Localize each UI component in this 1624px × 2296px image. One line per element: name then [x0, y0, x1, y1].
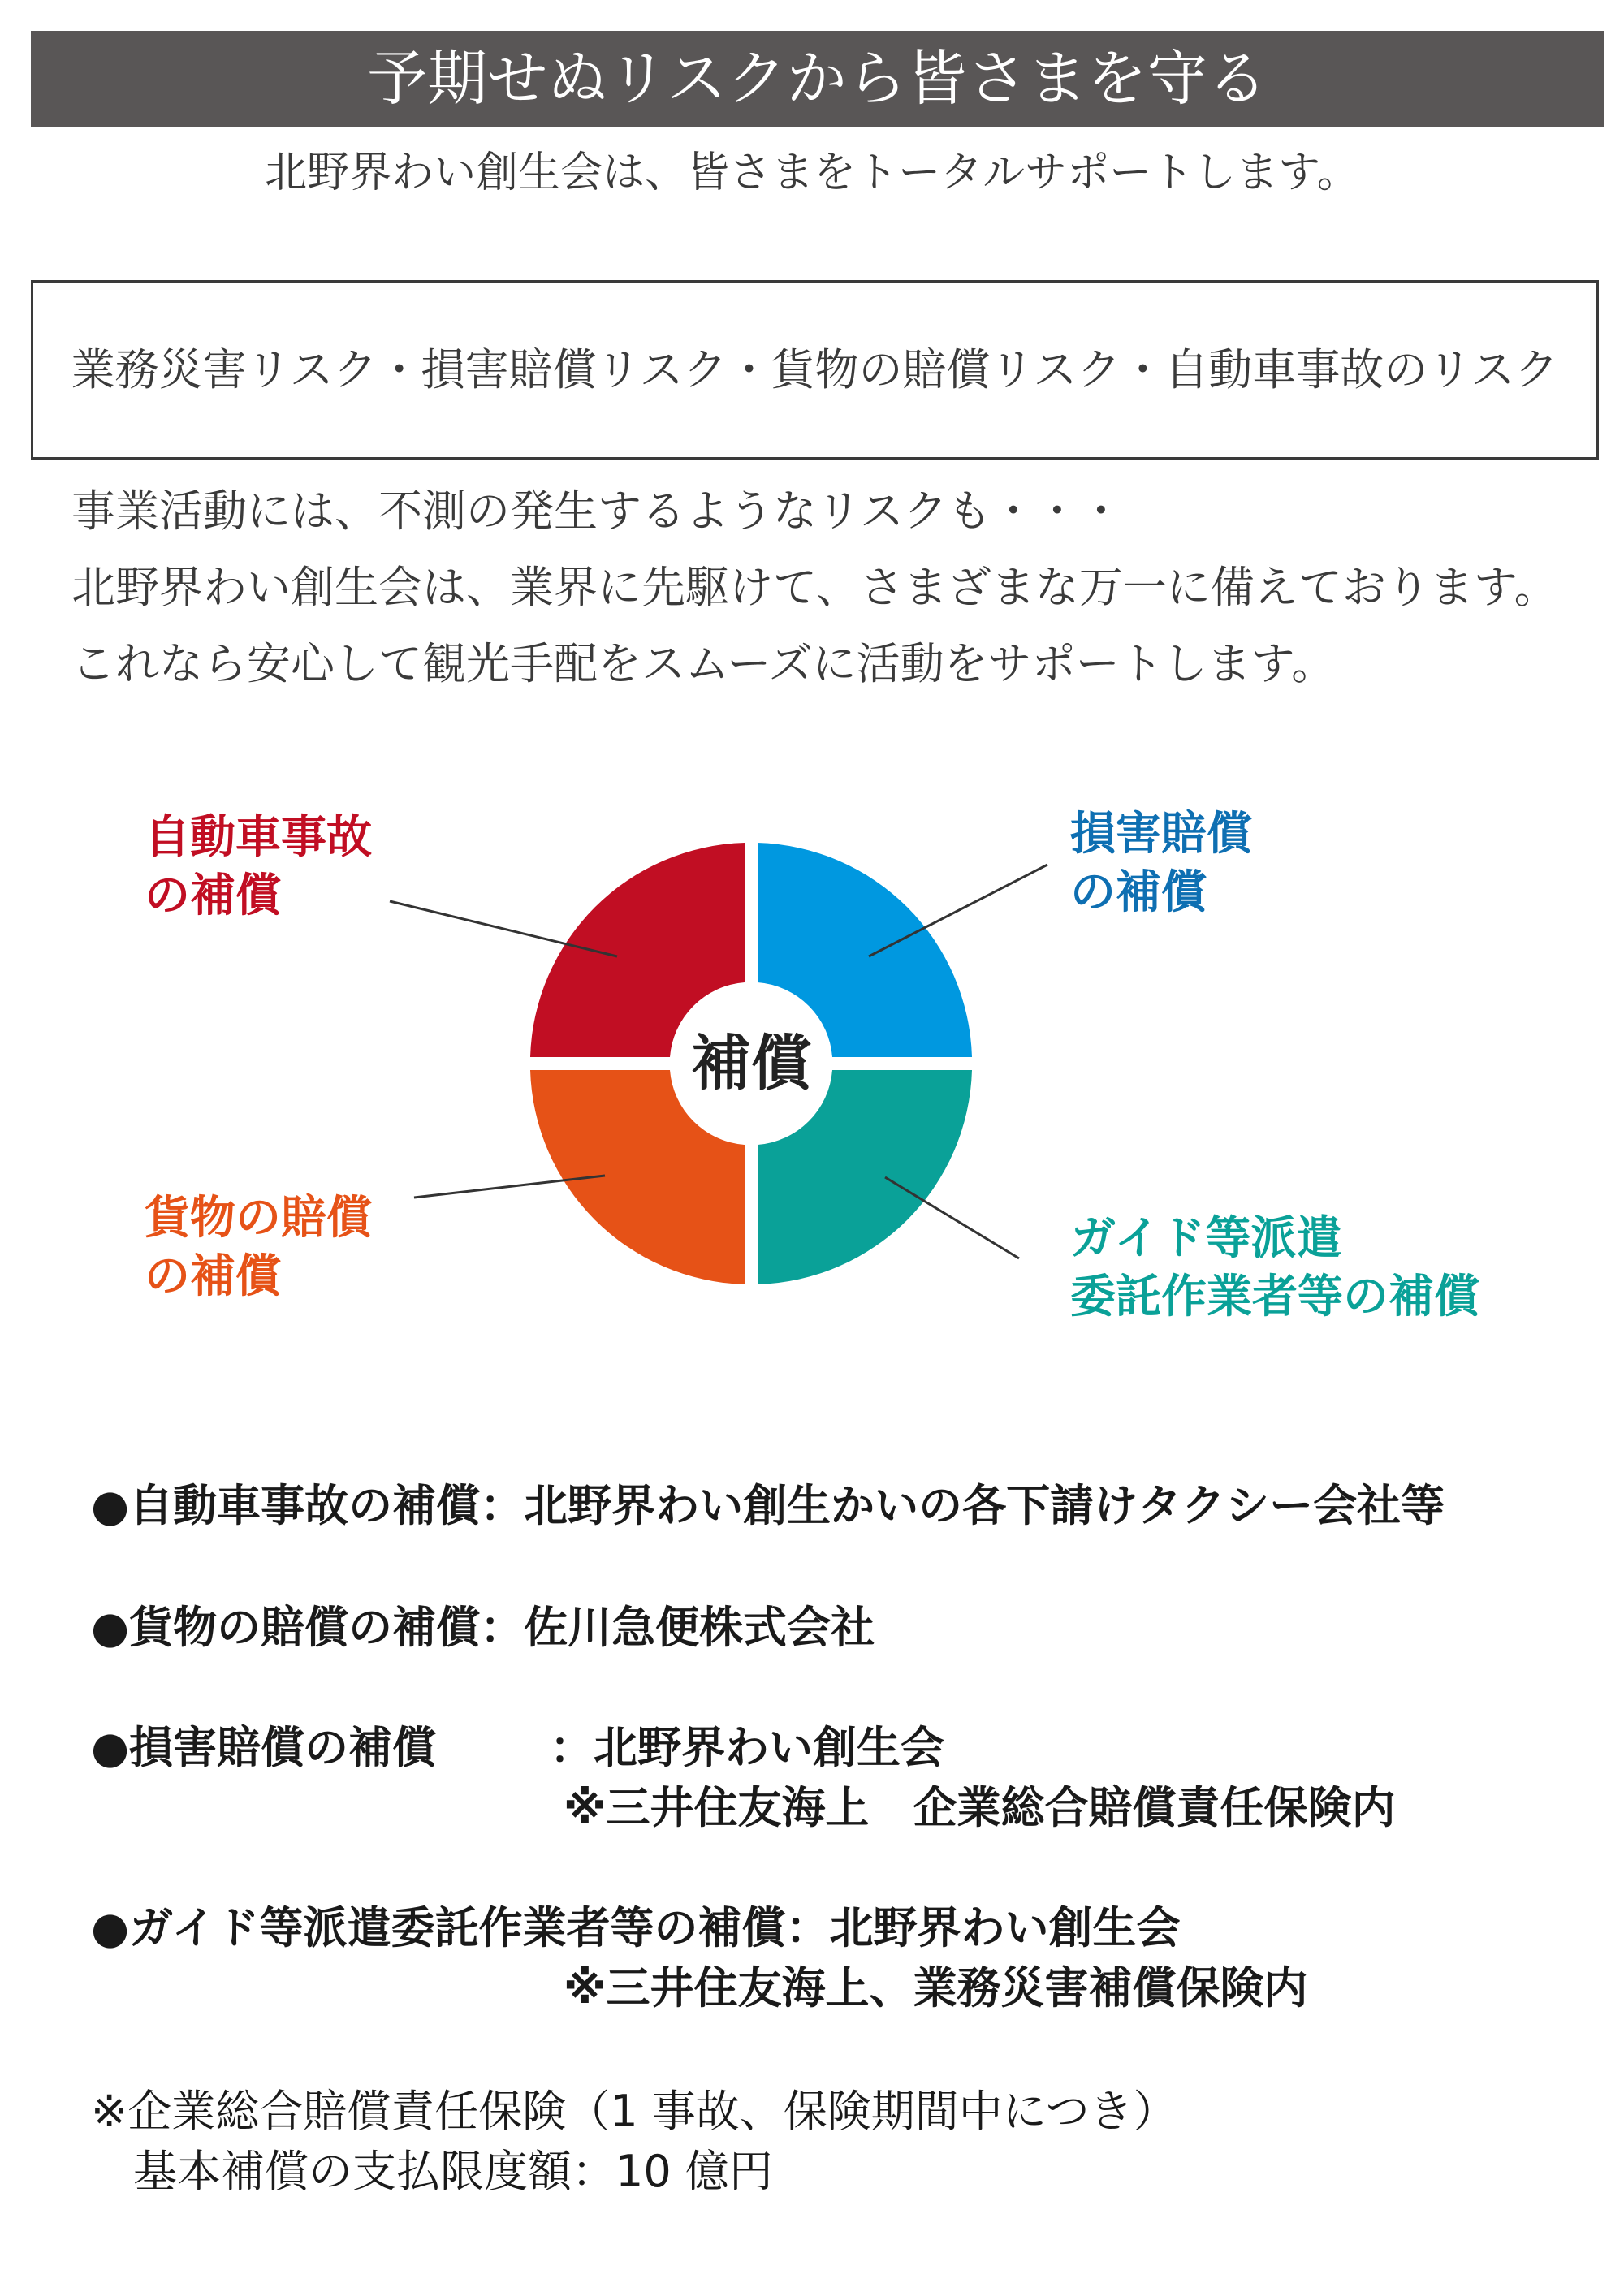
- intro-line: これなら安心して観光手配をスムーズに活動をサポートします。: [71, 638, 1336, 689]
- label-guide: [1070, 1210, 1479, 1327]
- detail-damage-label: ●損害賠償の補償: [91, 1722, 437, 1773]
- footnote-limit: 基本補償の支払限度額：10 億円: [133, 2146, 773, 2197]
- label-damage-line1: 損害賠償: [1070, 808, 1252, 861]
- label-cargo-line2: の補償: [145, 1250, 281, 1303]
- detail-guide-note: ※三井住友海上、業務災害補償保険内: [564, 1962, 1308, 2013]
- label-cargo-line1: 貨物の賠償: [145, 1192, 372, 1245]
- page-subtitle: 北野界わい創生会は、皆さまをトータルサポートします。: [265, 149, 1359, 197]
- label-damage-line2: の補償: [1070, 866, 1207, 919]
- detail-cargo: ●貨物の賠償の補償：佐川急便株式会社: [91, 1602, 875, 1653]
- risk-types-box: 業務災害リスク・損害賠償リスク・貨物の賠償リスク・自動車事故のリスク: [31, 280, 1599, 460]
- label-auto: [145, 809, 372, 926]
- detail-auto: ●自動車事故の補償：北野界わい創生かいの各下請けタクシー会社等: [91, 1480, 1445, 1531]
- detail-guide: ●ガイド等派遣委託作業者等の補償：北野界わい創生会: [91, 1902, 1181, 1953]
- intro-line: 北野界わい創生会は、業界に先駆けて、さまざまな万一に備えております。: [71, 562, 1558, 613]
- intro-line: 事業活動には、不測の発生するようなリスクも・・・: [71, 486, 1123, 537]
- intro-text: [71, 479, 1558, 708]
- label-guide-line2: 委託作業者等の補償: [1070, 1271, 1479, 1323]
- page-title: 予期せぬリスクから皆さまを守る: [31, 31, 1604, 127]
- label-guide-line1: ガイド等派遣: [1070, 1212, 1342, 1265]
- footnote-insurance: ※企業総合賠償責任保険（1 事故、保険期間中につき）: [91, 2086, 1177, 2137]
- detail-damage-note: ※三井住友海上 企業総合賠償責任保険内: [564, 1782, 1396, 1833]
- label-auto-line1: 自動車事故: [145, 811, 372, 864]
- label-damage: [1070, 805, 1252, 922]
- label-cargo: [145, 1189, 372, 1306]
- compensation-diagram: [0, 779, 1624, 1348]
- donut-center-label: 補償: [691, 1029, 811, 1098]
- label-auto-line2: の補償: [145, 870, 281, 922]
- detail-damage-value: ：北野界わい創生会: [550, 1722, 944, 1773]
